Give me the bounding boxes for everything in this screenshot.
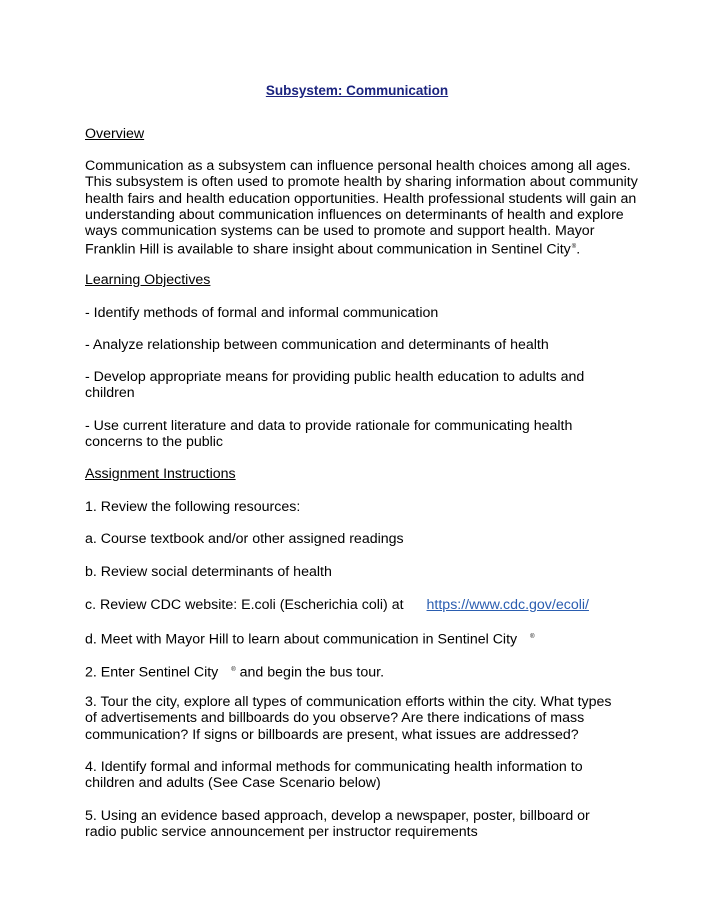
- instruction-line: of advertisements and billboards do you observe? Are there indications of mass: [85, 710, 585, 727]
- registered-mark: ®: [231, 667, 236, 673]
- overview-period: .: [576, 242, 581, 259]
- meet-mayor-text: d. Meet with Mayor Hill to learn about communication in Sentinel City: [85, 631, 518, 648]
- instruction-step: [85, 694, 645, 743]
- instruction-line: communication? If signs or billboards are present, what issues are addressed?: [85, 726, 579, 743]
- bus-tour-text: and begin the bus tour.: [239, 664, 385, 681]
- instruction-step: 1. Review the following resources:: [85, 499, 301, 515]
- registered-mark: ®: [571, 244, 577, 251]
- instruction-line: children and adults (See Case Scenario below): [85, 775, 381, 792]
- assignment-instructions-heading: Assignment Instructions: [85, 466, 236, 482]
- instruction-step: [85, 597, 645, 613]
- instruction-step: [85, 662, 645, 681]
- overview-last-line: Franklin Hill is available to share insight about communication in Sentinel City: [85, 242, 571, 259]
- overview-line: This subsystem is often used to promote health by sharing information about community: [85, 174, 638, 191]
- cdc-resource-text: c. Review CDC website: E.coli (Escherichia coli) at: [85, 597, 404, 613]
- objective-line: concerns to the public: [85, 434, 224, 451]
- overview-heading: Overview: [85, 126, 145, 142]
- overview-line: Communication as a subsystem can influence personal health choices among all ages.: [85, 158, 631, 174]
- overview-line: understanding about communication influences on determinants of health and explore: [85, 206, 624, 223]
- overview-line: health fairs and health education opportunities. Health professional students will gain an: [85, 190, 637, 207]
- instruction-step: [85, 629, 645, 648]
- instruction-step: a. Course textbook and/or other assigned readings: [85, 531, 404, 547]
- learning-objectives-heading: Learning Objectives: [85, 272, 211, 288]
- objective-item: - Analyze relationship between communication and determinants of health: [85, 337, 549, 353]
- instruction-line: 4. Identify formal and informal methods for communicating health information to: [85, 759, 583, 775]
- objective-line: - Use current literature and data to provide rationale for communicating health: [85, 418, 573, 434]
- overview-line: [85, 239, 645, 258]
- objective-item: [85, 369, 645, 402]
- registered-mark: ®: [530, 634, 535, 640]
- instruction-step: [85, 759, 645, 792]
- instruction-step: [85, 808, 645, 841]
- instruction-line: radio public service announcement per instructor requirements: [85, 824, 478, 841]
- objective-item: - Identify methods of formal and informal communication: [85, 305, 439, 321]
- instruction-line: 3. Tour the city, explore all types of communication efforts within the city. What types: [85, 694, 612, 710]
- page-title: Subsystem: Communication: [265, 83, 449, 98]
- enter-city-text: 2. Enter Sentinel City: [85, 664, 219, 681]
- overview-line: ways communication systems can be used to promote and support health. Mayor: [85, 223, 595, 240]
- objective-line: children: [85, 385, 135, 402]
- objective-item: [85, 418, 645, 451]
- objective-line: - Develop appropriate means for providing public health education to adults and: [85, 369, 585, 385]
- overview-paragraph: [85, 158, 645, 259]
- instruction-line: 5. Using an evidence based approach, develop a newspaper, poster, billboard or: [85, 808, 590, 824]
- cdc-ecoli-link[interactable]: https://www.cdc.gov/ecoli/: [426, 597, 589, 613]
- instruction-step: b. Review social determinants of health: [85, 564, 332, 580]
